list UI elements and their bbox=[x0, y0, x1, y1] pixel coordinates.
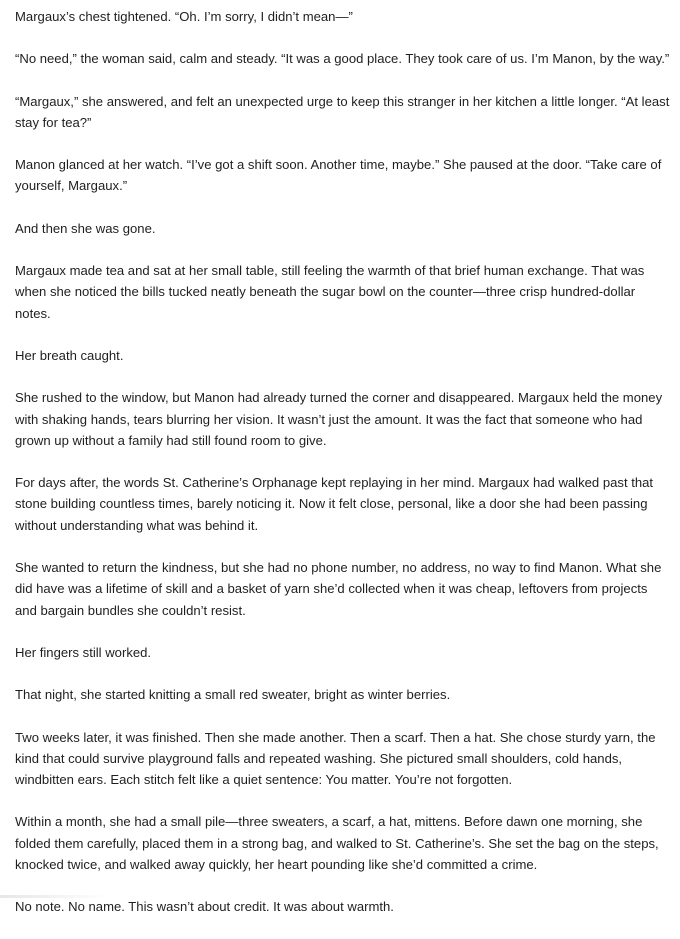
paragraph: Within a month, she had a small pile—three sweaters, a scarf, a hat, mittens. Before dawn one morning, she folded them carefully, placed them in a strong bag, and walked to St. Catherine’s. She set the bag on the steps, knocked twice, and walked away quickly, her heart pounding like she’d committed a crime. bbox=[15, 814, 659, 873]
paragraph: Manon glanced at her watch. “I’ve got a shift soon. Another time, maybe.” She paused at the door. “Take care of yourself, Margaux.” bbox=[15, 157, 662, 194]
paragraph: Her fingers still worked. bbox=[15, 644, 152, 660]
paragraph: Margaux made tea and sat at her small table, still feeling the warmth of that brief human exchange. That was when she noticed the bills tucked neatly beneath the sugar bowl on the counter—three crisp hundred-dollar notes. bbox=[15, 263, 645, 321]
paragraph: She wanted to return the kindness, but she had no phone number, no address, no way to find Manon. What she did have was a lifetime of skill and a basket of yarn she’d collected when it was cheap, leftovers from projects and bargain bundles she couldn’t resist. bbox=[15, 560, 662, 618]
paragraph: Margaux’s chest tightened. “Oh. I’m sorry, I didn’t mean—” bbox=[15, 9, 353, 24]
paragraph: She rushed to the window, but Manon had already turned the corner and disappeared. Margaux held the money with shaking hands, tears blurring her vision. It wasn’t just the amount. It was the fact that someone who had grown up without a family had still found room to give. bbox=[15, 390, 663, 448]
paragraph: Her breath caught. bbox=[15, 347, 124, 363]
paragraph: Two weeks later, it was finished. Then she made another. Then a scarf. Then a hat. She chose sturdy yarn, the kind that could survive playground falls and repeated washing. She pictured small shoulders, cold hands, windbitten ears. Each stitch felt like a quiet sentence: You matter. You’re not forgotten. bbox=[15, 729, 656, 788]
paragraph: No note. No name. This wasn’t about credit. It was about warmth. bbox=[15, 899, 394, 915]
paragraph: That night, she started knitting a small red sweater, bright as winter berries. bbox=[15, 687, 451, 703]
story-text bbox=[15, 6, 670, 939]
paragraph: “No need,” the woman said, calm and steady. “It was a good place. They took care of us. I’m Manon, by the way.” bbox=[15, 51, 670, 67]
paragraph: “Margaux,” she answered, and felt an unexpected urge to keep this stranger in her kitchen a little longer. “At least stay for tea?” bbox=[15, 93, 670, 130]
paragraph: And then she was gone. bbox=[15, 220, 156, 236]
paragraph: For days after, the words St. Catherine’s Orphanage kept replaying in her mind. Margaux had walked past that stone building countless times, barely noticing it. Now it felt close, personal, like a door she had been passing without understanding what was behind it. bbox=[15, 475, 654, 533]
